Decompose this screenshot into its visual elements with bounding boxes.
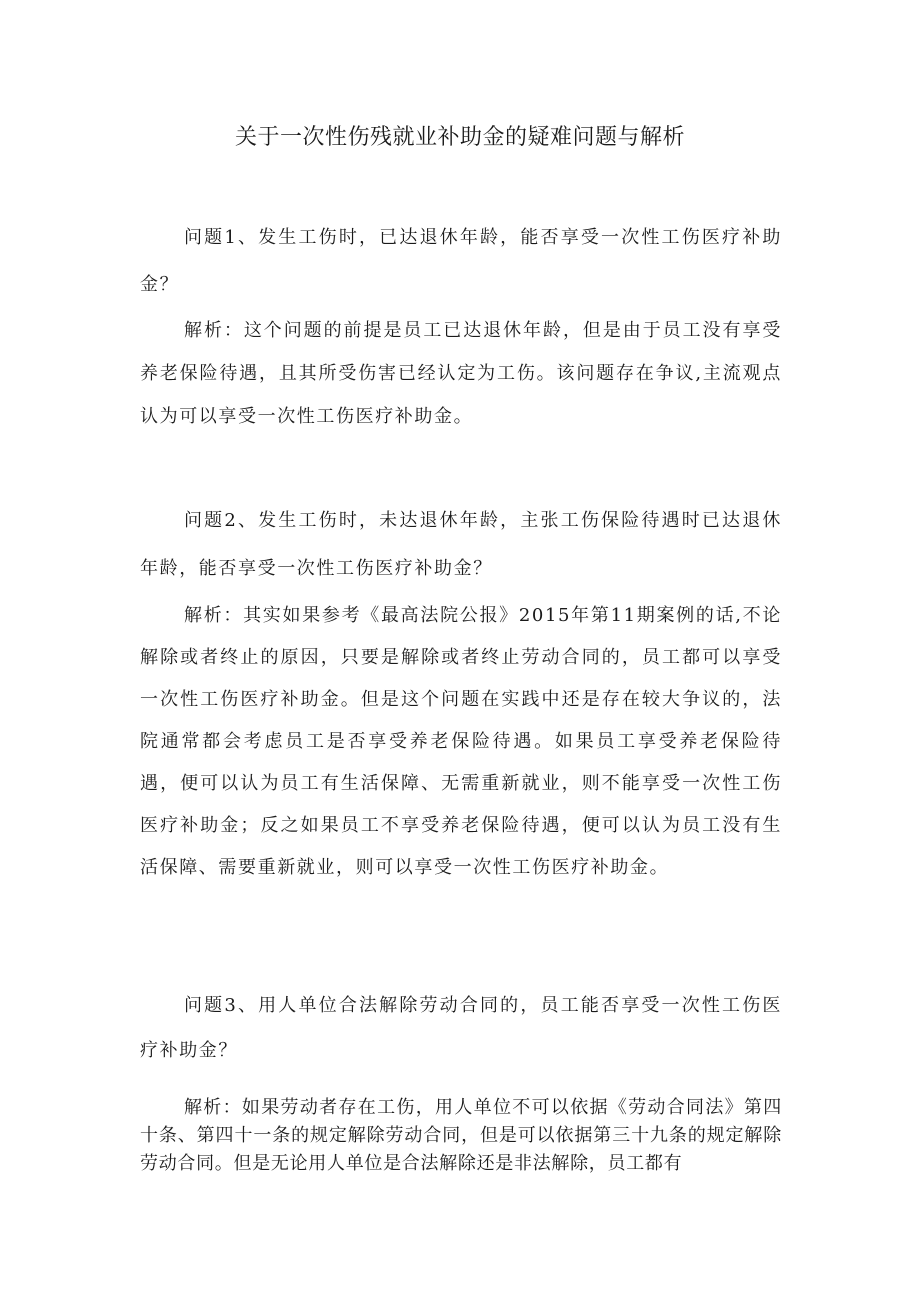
answer-3: 解析：如果劳动者存在工伤，用人单位不可以依据《劳动合同法》第四十条、第四十一条的规定解除劳动合同，但是可以依据第三十九条的规定解除劳动合同。但是无论用人单位是合法解除还是非法解除，员工都有 <box>140 1097 782 1174</box>
answer-1: 解析：这个问题的前提是员工已达退休年龄，但是由于员工没有享受养老保险待遇，且其所受伤害已经认定为工伤。该问题存在争议,主流观点认为可以享受一次性工伤医疗补助金。 <box>140 320 782 427</box>
answer-2: 解析：其实如果参考《最高法院公报》2015年第11期案例的话,不论解除或者终止的原因，只要是解除或者终止劳动合同的，员工都可以享受一次性工伤医疗补助金。但是这个问题在实践中还是存在较大争议的，法院通常都会考虑员工是否享受养老保险待遇。如果员工享受养老保险待遇，便可以认为员工有生活保障、无需重新就业，则不能享受一次性工伤医疗补助金；反之如果员工不享受养老保险待遇，便可以认为员工没有生活保障、需要重新就业，则可以享受一次性工伤医疗补助金。 <box>140 605 782 878</box>
document-title: 关于一次性伤残就业补助金的疑难问题与解析 <box>234 125 685 150</box>
question-2: 问题2、发生工伤时，未达退休年龄，主张工伤保险待遇时已达退休年龄，能否享受一次性工伤医疗补助金？ <box>140 510 782 579</box>
question-3: 问题3、用人单位合法解除劳动合同的，员工能否享受一次性工伤医疗补助金？ <box>140 995 782 1061</box>
question-1: 问题1、发生工伤时，已达退休年龄，能否享受一次性工伤医疗补助金？ <box>140 227 782 295</box>
